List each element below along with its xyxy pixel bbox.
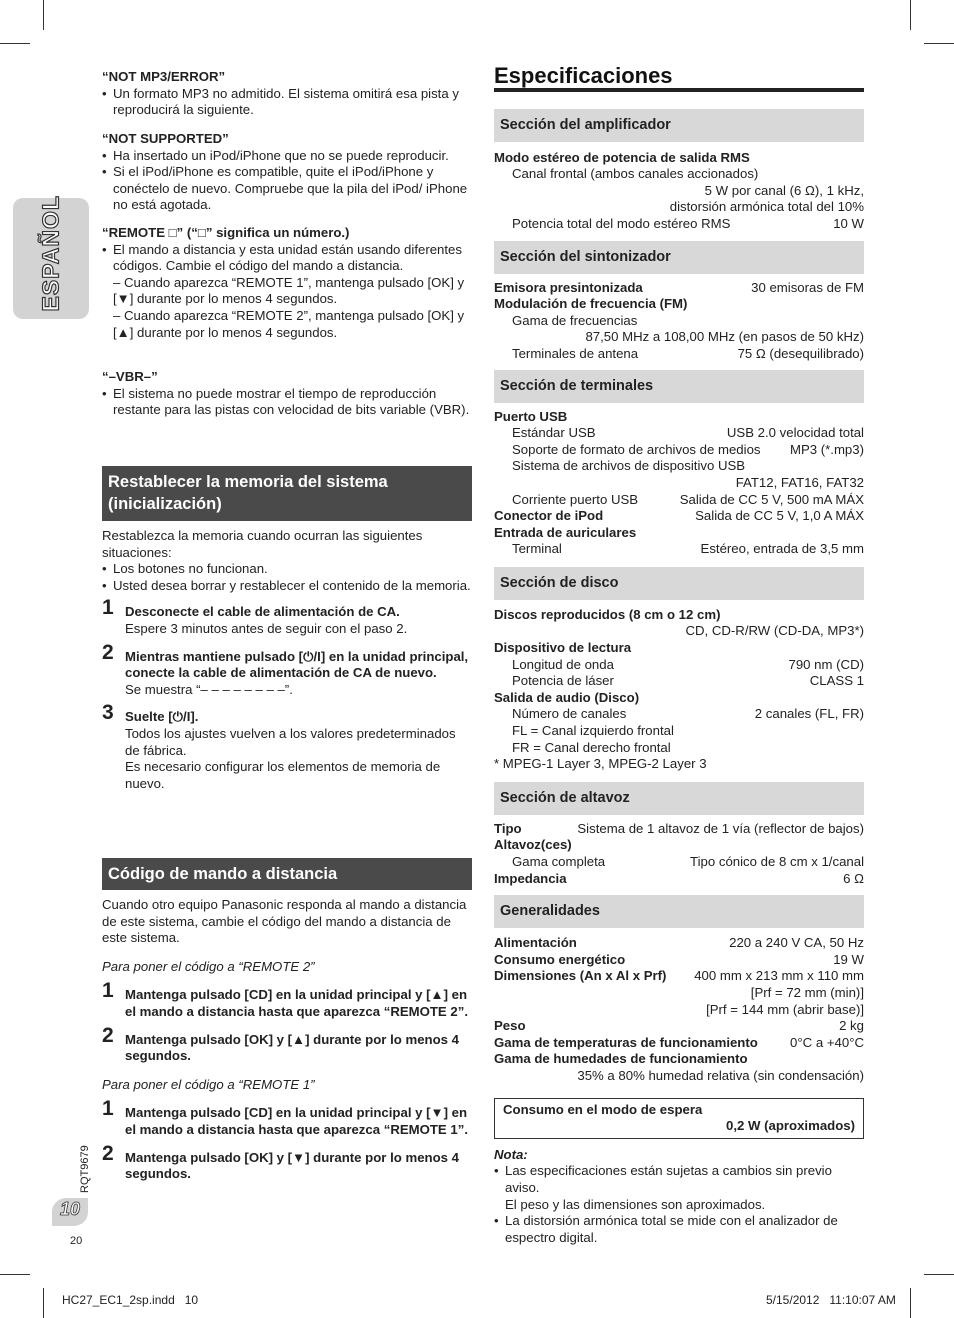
bullet: • Las especificaciones están sujetas a cambios sin previo aviso.	[494, 1163, 864, 1196]
spec-label: Conector de iPod	[494, 508, 604, 524]
spec-label: Peso	[494, 1018, 526, 1034]
spec-value: 6 Ω	[843, 870, 864, 886]
spec-row	[494, 508, 864, 525]
crop-mark	[924, 1274, 954, 1275]
spec-value: FAT12, FAT16, FAT32	[735, 474, 864, 490]
reset-intro: Restablezca la memoria cuando ocurran las siguientes situaciones:	[102, 528, 423, 560]
remote2-subheading: Para poner el código a “REMOTE 2”	[102, 958, 315, 974]
specs	[494, 63, 864, 1246]
general-specs	[494, 935, 864, 1084]
spec-row	[494, 673, 864, 690]
step	[102, 640, 472, 699]
tuner-specs	[494, 280, 864, 363]
step-text: Todos los ajustes vuelven a los valores predeterminados de fábrica.	[125, 725, 456, 758]
spec-row	[494, 952, 864, 969]
speaker-specs	[494, 821, 864, 887]
spec-value: Salida de CC 5 V, 500 mA MÁX	[679, 491, 864, 507]
note-text: El peso y las dimensiones son aproximados.	[505, 1196, 766, 1212]
spec-label: Número de canales	[512, 706, 627, 722]
spec-value: CD, CD-R/RW (CD-DA, MP3*)	[685, 623, 864, 639]
page-number: 10	[60, 1199, 81, 1219]
spec-value: 30 emisoras de FM	[751, 279, 864, 295]
spec-label: Modulación de frecuencia (FM)	[494, 296, 688, 312]
footnote: * MPEG-1 Layer 3, MPEG-2 Layer 3	[494, 756, 707, 772]
section-heading: Sección de disco	[494, 567, 864, 600]
spec-value: 220 a 240 V CA, 50 Hz	[729, 935, 864, 951]
spec-value: 19 W	[833, 951, 864, 967]
print-date: 5/15/2012 11:10:07 AM	[766, 1293, 896, 1307]
crop-mark	[910, 0, 911, 30]
spec-value: 10 W	[833, 215, 864, 231]
standby-label: Consumo en el modo de espera	[503, 1101, 703, 1117]
spec-label: Potencia total del modo estéreo RMS	[512, 215, 731, 231]
step-text: Se muestra “– – – – – – – –”.	[125, 681, 293, 697]
spec-label: Terminales de antena	[512, 345, 639, 361]
step-instruction: Mantenga pulsado [CD] en la unidad principal y [▼] en el mando a distancia hasta que aparezca “REMOTE 1”.	[125, 1105, 468, 1137]
language-tab	[13, 195, 89, 319]
section-heading: Sección del sintonizador	[494, 241, 864, 274]
step	[102, 1097, 472, 1138]
crop-mark	[43, 0, 44, 30]
spec-label: Canal frontal (ambos canales accionados)	[512, 166, 759, 182]
spec-value: Estéreo, entrada de 3,5 mm	[700, 541, 864, 557]
dash-item: – Cuando aparezca “REMOTE 2”, mantenga pulsado [OK] y [▲] durante por lo menos 4 segundos.	[113, 307, 465, 340]
bullet: • Un formato MP3 no admitido. El sistema omitirá esa pista y reproducirá la siguiente.	[102, 86, 472, 119]
bullet: • El mando a distancia y esta unidad están usando diferentes códigos. Cambie el código del mando a distancia.	[102, 242, 472, 275]
spec-label: Altavoz(ces)	[494, 837, 572, 853]
spec-value: USB 2.0 velocidad total	[726, 425, 864, 441]
spec-label: Salida de audio (Disco)	[494, 689, 640, 705]
spec-row	[494, 492, 864, 509]
step-instruction: Mantenga pulsado [OK] y [▲] durante por lo menos 4 segundos.	[125, 1031, 459, 1064]
spec-value: [Prf = 144 mm (abrir base)]	[706, 1001, 864, 1017]
crop-mark	[910, 1288, 911, 1318]
spec-value: 790 nm (CD)	[788, 656, 864, 672]
spec-row	[494, 442, 864, 459]
spec-label: Dimensiones (An x Al x Prf)	[494, 968, 667, 984]
step	[102, 1141, 472, 1183]
step	[102, 979, 472, 1020]
spec-value: 400 mm x 213 mm x 110 mm	[694, 968, 864, 984]
error-remote	[102, 225, 472, 341]
error-title: “–VBR–”	[102, 369, 158, 384]
spec-value: MP3 (*.mp3)	[789, 441, 864, 457]
language-tab-label: ESPAÑOL	[37, 195, 64, 312]
spec-value: 87,50 MHz a 108,00 MHz (en pasos de 50 kHz)	[585, 329, 864, 345]
standby-value: 0,2 W (aproximados)	[726, 1118, 855, 1134]
spec-value: [Prf = 72 mm (min)]	[750, 984, 864, 1000]
bullet: • Si el iPod/iPhone es compatible, quite el iPod/iPhone y conéctelo de nuevo. Compruebe que la pila del iPod/ iPhone no está agotada.	[102, 164, 472, 214]
section-heading: Sección de terminales	[494, 370, 864, 403]
remote1-subheading: Para poner el código a “REMOTE 1”	[102, 1076, 315, 1092]
dash-item: – Cuando aparezca “REMOTE 1”, mantenga pulsado [OK] y [▼] durante por lo menos 4 segundos.	[113, 274, 465, 307]
page-number-badge	[52, 1198, 88, 1226]
spec-row	[494, 216, 864, 233]
spec-label: Gama completa	[512, 854, 606, 869]
spec-row	[494, 346, 864, 363]
document-code: RQT9679	[79, 1145, 91, 1193]
amp-specs	[494, 150, 864, 233]
file-name: HC27_EC1_2sp.indd 10	[62, 1293, 199, 1307]
bullet: • La distorsión armónica total se mide con el analizador de espectro digital.	[494, 1213, 864, 1246]
spec-label: Discos reproducidos (8 cm o 12 cm)	[494, 606, 721, 622]
step-number: 1	[102, 1097, 114, 1121]
spec-row	[494, 854, 864, 871]
spec-label: Terminal	[512, 541, 562, 557]
section-heading: Generalidades	[494, 895, 864, 928]
spec-row	[494, 935, 864, 952]
remote-code-section	[102, 897, 472, 1183]
step-text: Es necesario configurar los elementos de memoria de nuevo.	[125, 759, 441, 791]
error-not-mp3	[102, 69, 472, 119]
spec-value: Tipo cónico de 8 cm x 1/canal	[690, 854, 864, 869]
note-title: Nota:	[494, 1146, 528, 1162]
crop-mark	[0, 43, 30, 44]
spec-value: CLASS 1	[809, 673, 864, 689]
spec-label: Emisora presintonizada	[494, 279, 643, 295]
spec-row	[494, 280, 864, 297]
spec-value: 5 W por canal (6 Ω), 1 kHz,	[704, 182, 864, 198]
reset-heading: Restablecer la memoria del sistema (inicialización)	[102, 466, 472, 521]
remote-intro: Cuando otro equipo Panasonic responda al mando a distancia de este sistema, cambie el código del mando a distancia de este sistema.	[102, 897, 467, 946]
spec-row	[494, 657, 864, 674]
spec-label: Potencia de láser	[512, 673, 614, 689]
crop-mark	[43, 1288, 44, 1318]
spec-row	[494, 968, 864, 985]
spec-row	[494, 1018, 864, 1035]
bullet: • Usted desea borrar y restablecer el contenido de la memoria.	[102, 578, 472, 595]
spec-row	[494, 1035, 864, 1052]
spec-label: Sistema de archivos de dispositivo USB	[512, 458, 746, 474]
page-number-small: 20	[70, 1235, 83, 1247]
spec-label: Gama de temperaturas de funcionamiento	[494, 1034, 758, 1050]
step-number: 1	[102, 596, 114, 620]
crop-mark	[0, 1274, 30, 1275]
spec-note: FL = Canal izquierdo frontal	[512, 723, 674, 739]
spec-row	[494, 871, 864, 888]
spec-value: 35% a 80% humedad relativa (sin condensación)	[577, 1067, 864, 1083]
section-heading: Sección del amplificador	[494, 109, 864, 142]
spec-row	[494, 425, 864, 442]
step	[102, 596, 472, 637]
step-number: 1	[102, 979, 114, 1003]
step-text: Espere 3 minutos antes de seguir con el paso 2.	[125, 620, 408, 636]
spec-row	[494, 541, 864, 558]
spec-label: Impedancia	[494, 870, 567, 886]
step	[102, 1023, 472, 1065]
step-instruction: Mantenga pulsado [CD] en la unidad principal y [▲] en el mando a distancia hasta que aparezca “REMOTE 2”.	[125, 987, 468, 1019]
spec-label: Gama de frecuencias	[512, 312, 638, 328]
step-instruction: Mientras mantiene pulsado [⏻/I] en la unidad principal, conecte la cable de alimentación de CA de nuevo.	[125, 648, 469, 681]
error-title: “REMOTE □” (“□” significa un número.)	[102, 225, 350, 240]
spec-value: Sistema de 1 altavoz de 1 vía (reflector de bajos)	[577, 820, 864, 836]
error-title: “NOT SUPPORTED”	[102, 131, 229, 146]
step-instruction: Mantenga pulsado [OK] y [▼] durante por lo menos 4 segundos.	[125, 1149, 459, 1182]
step-number: 2	[102, 1141, 114, 1165]
spec-label: Soporte de formato de archivos de medios	[512, 441, 761, 457]
bullet: • Los botones no funcionan.	[102, 561, 472, 578]
spec-label: Puerto USB	[494, 408, 568, 424]
terminal-specs	[494, 409, 864, 558]
spec-value: distorsión armónica total del 10%	[669, 199, 864, 215]
reset-section	[102, 528, 472, 792]
remote-code-heading: Código de mando a distancia	[102, 858, 472, 890]
spec-value: 2 canales (FL, FR)	[754, 706, 864, 722]
crop-mark	[924, 43, 954, 44]
standby-box	[494, 1098, 864, 1139]
spec-label: Corriente puerto USB	[512, 491, 639, 507]
step-number: 3	[102, 701, 114, 725]
spec-label: Estándar USB	[512, 425, 596, 441]
step-number: 2	[102, 1023, 114, 1047]
spec-value: 2 kg	[839, 1018, 864, 1034]
spec-value: Salida de CC 5 V, 1,0 A MÁX	[695, 508, 864, 524]
spec-label: Modo estéreo de potencia de salida RMS	[494, 149, 750, 165]
spec-label: Consumo energético	[494, 951, 626, 967]
error-vbr	[102, 369, 472, 419]
notes	[494, 1147, 864, 1247]
disc-specs	[494, 607, 864, 773]
spec-label: Tipo	[494, 820, 522, 836]
step-number: 2	[102, 640, 114, 664]
section-heading: Sección de altavoz	[494, 782, 864, 815]
spec-value: 75 Ω (desequilibrado)	[737, 345, 864, 361]
error-not-supported	[102, 131, 472, 214]
title-rule	[494, 88, 864, 92]
bullet: • Ha insertado un iPod/iPhone que no se puede reproducir.	[102, 148, 472, 165]
spec-label: Alimentación	[494, 935, 577, 951]
spec-label: Entrada de auriculares	[494, 524, 637, 540]
step-instruction: Suelte [⏻/I].	[125, 709, 199, 725]
spec-row	[494, 821, 864, 838]
bullet: • El sistema no puede mostrar el tiempo de reproducción restante para las pistas con velocidad de bits variable (VBR).	[102, 386, 472, 419]
error-title: “NOT MP3/ERROR”	[102, 69, 226, 84]
spec-label: Longitud de onda	[512, 656, 614, 672]
spec-value: 0°C a +40°C	[790, 1034, 864, 1050]
spec-row	[494, 706, 864, 723]
spec-label: Gama de humedades de funcionamiento	[494, 1051, 748, 1067]
spec-note: FR = Canal derecho frontal	[512, 739, 671, 755]
step	[102, 701, 472, 792]
step-instruction: Desconecte el cable de alimentación de CA.	[125, 604, 400, 620]
spec-label: Dispositivo de lectura	[494, 640, 632, 656]
page-title: Especificaciones	[494, 63, 673, 88]
